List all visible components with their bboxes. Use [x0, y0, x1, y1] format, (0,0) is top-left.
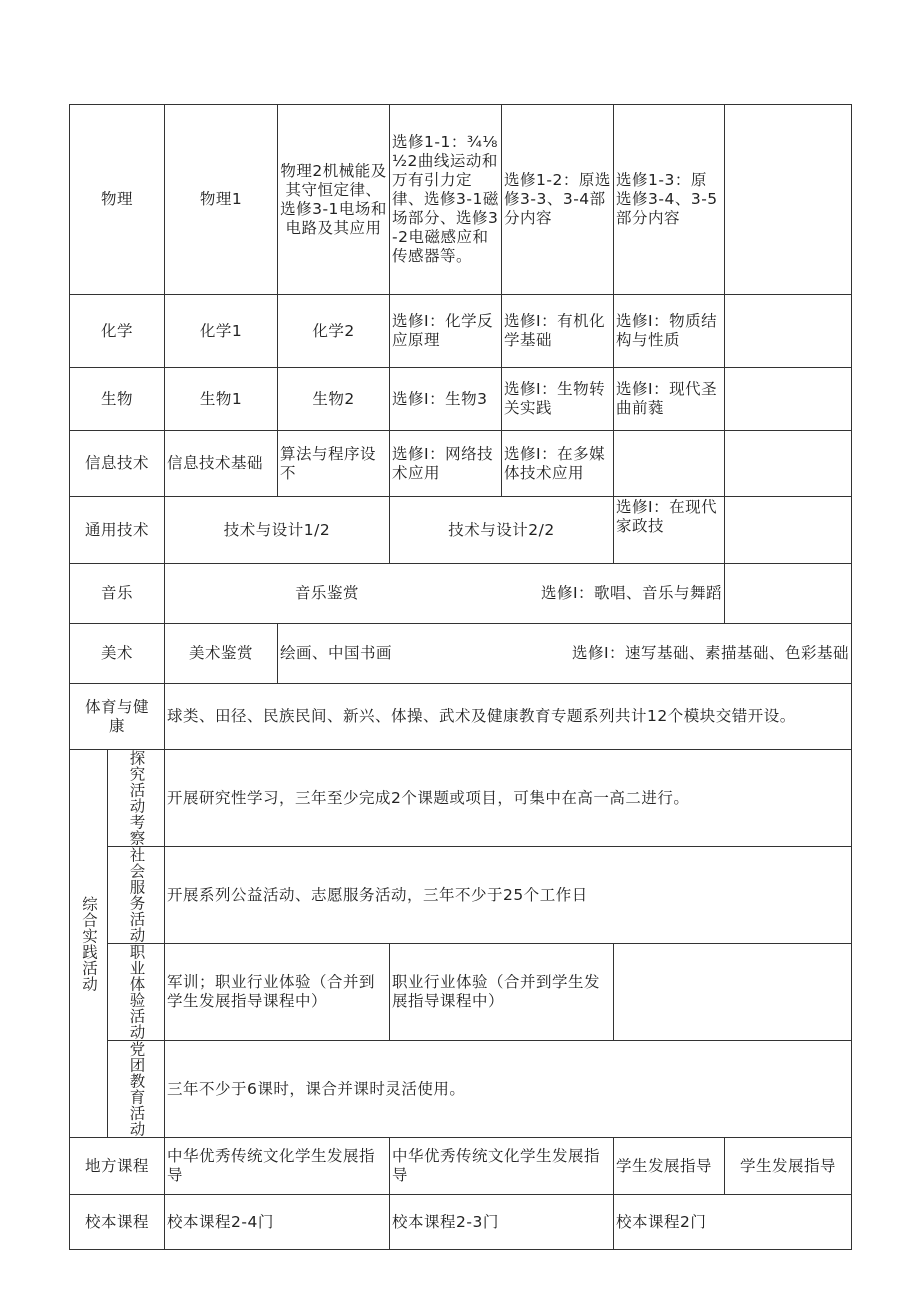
subject-cell: 化学 — [70, 295, 165, 368]
module-cell: 开展研究性学习，三年至少完成2个课题或项目，可集中在高一高二进行。 — [165, 750, 852, 847]
module-cell: 选修I：生物转关实践 — [502, 368, 614, 431]
module-cell: 学生发展指导 — [725, 1138, 852, 1195]
practice-label-cell: 探究活动考察 — [108, 750, 165, 847]
art-module-3: 选修I：速写基础、素描基础、色彩基础 — [571, 644, 850, 662]
table-row — [70, 750, 852, 847]
module-cell: 校本课程2-3门 — [390, 1195, 614, 1250]
subject-cell: 音乐 — [70, 564, 165, 624]
practice-group-label: 综合实践活动 — [80, 895, 98, 992]
module-cell: 军训；职业行业体验（合并到学生发展指导课程中） — [165, 944, 390, 1041]
module-cell: 生物2 — [278, 368, 390, 431]
module-cell: 选修1-2：原选修3-3、3-4部分内容 — [502, 105, 614, 295]
table-row — [70, 368, 852, 431]
module-cell: 校本课程2门 — [614, 1195, 852, 1250]
module-cell: 选修I：现代圣曲前蕤 — [614, 368, 725, 431]
module-cell: 技术与设计1/2 — [165, 497, 390, 564]
module-cell: 中华优秀传统文化学生发展指导 — [390, 1138, 614, 1195]
subject-cell: 生物 — [70, 368, 165, 431]
table-row — [70, 944, 852, 1041]
module-cell: 物理2机械能及其守恒定律、选修3-1电场和电路及其应用 — [278, 105, 390, 295]
curriculum-table — [69, 104, 852, 1250]
empty-cell — [725, 431, 852, 497]
subject-cell: 通用技术 — [70, 497, 165, 564]
subject-cell: 物理 — [70, 105, 165, 295]
module-cell: 化学2 — [278, 295, 390, 368]
module-cell: 球类、田径、民族民间、新兴、体操、武术及健康教育专题系列共计12个模块交错开设。 — [165, 684, 852, 750]
module-cell: 算法与程序设不 — [278, 431, 390, 497]
module-cell: 化学1 — [165, 295, 278, 368]
subject-cell: 地方课程 — [70, 1138, 165, 1195]
module-cell: 选修1-1：¾⅛½2曲线运动和万有引力定律、选修3-1磁场部分、选修3-2电磁感应和传感器等。 — [390, 105, 502, 295]
module-cell: 学生发展指导 — [614, 1138, 725, 1195]
table-row — [70, 497, 852, 564]
subject-cell: 美术 — [70, 624, 165, 684]
module-cell: 选修I：网络技术应用 — [390, 431, 502, 497]
empty-cell — [725, 368, 852, 431]
music-module-2: 选修I：歌唱、音乐与舞蹈 — [540, 584, 723, 602]
music-module-1: 音乐鉴赏 — [295, 584, 360, 602]
subject-cell: 信息技术 — [70, 431, 165, 497]
table-row — [70, 847, 852, 944]
table-row — [70, 1041, 852, 1138]
table-row — [70, 1195, 852, 1250]
module-cell: 三年不少于6课时，课合并课时灵活使用。 — [165, 1041, 852, 1138]
module-cell: 信息技术基础 — [165, 431, 278, 497]
module-cell: 美术鉴赏 — [165, 624, 278, 684]
table-row — [70, 431, 852, 497]
table-row — [70, 295, 852, 368]
empty-cell — [725, 295, 852, 368]
practice-label-cell: 党团教育活动 — [108, 1041, 165, 1138]
module-cell — [278, 624, 852, 684]
module-cell: 选修I：物质结构与性质 — [614, 295, 725, 368]
module-cell: 职业行业体验（合并到学生发展指导课程中） — [390, 944, 614, 1041]
table-row — [70, 624, 852, 684]
empty-cell — [725, 105, 852, 295]
empty-cell — [614, 944, 852, 1041]
table-row — [70, 684, 852, 750]
module-cell: 技术与设计2/2 — [390, 497, 614, 564]
module-cell: 校本课程2-4门 — [165, 1195, 390, 1250]
module-cell: 选修I：化学反应原理 — [390, 295, 502, 368]
art-module-2: 绘画、中国书画 — [280, 644, 393, 662]
module-cell: 开展系列公益活动、志愿服务活动，三年不少于25个工作日 — [165, 847, 852, 944]
empty-cell — [725, 497, 852, 564]
module-cell: 选修I：在多媒体技术应用 — [502, 431, 614, 497]
table-row — [70, 105, 852, 295]
module-cell: 选修1-3：原选修3-4、3-5部分内容 — [614, 105, 725, 295]
module-cell: 选修I：有机化学基础 — [502, 295, 614, 368]
module-cell — [165, 564, 725, 624]
practice-group-cell — [70, 750, 108, 1138]
module-cell: 生物1 — [165, 368, 278, 431]
module-cell: 选修I：在现代家政技 — [614, 497, 725, 564]
module-cell: 物理1 — [165, 105, 278, 295]
practice-label-cell: 社会服务活动 — [108, 847, 165, 944]
empty-cell — [725, 564, 852, 624]
table-row — [70, 564, 852, 624]
subject-cell: 体育与健康 — [70, 684, 165, 750]
module-cell: 选修I：生物3 — [390, 368, 502, 431]
empty-cell — [614, 431, 725, 497]
practice-label-cell: 职业体验活动 — [108, 944, 165, 1041]
table-row — [70, 1138, 852, 1195]
subject-cell: 校本课程 — [70, 1195, 165, 1250]
module-cell: 中华优秀传统文化学生发展指导 — [165, 1138, 390, 1195]
